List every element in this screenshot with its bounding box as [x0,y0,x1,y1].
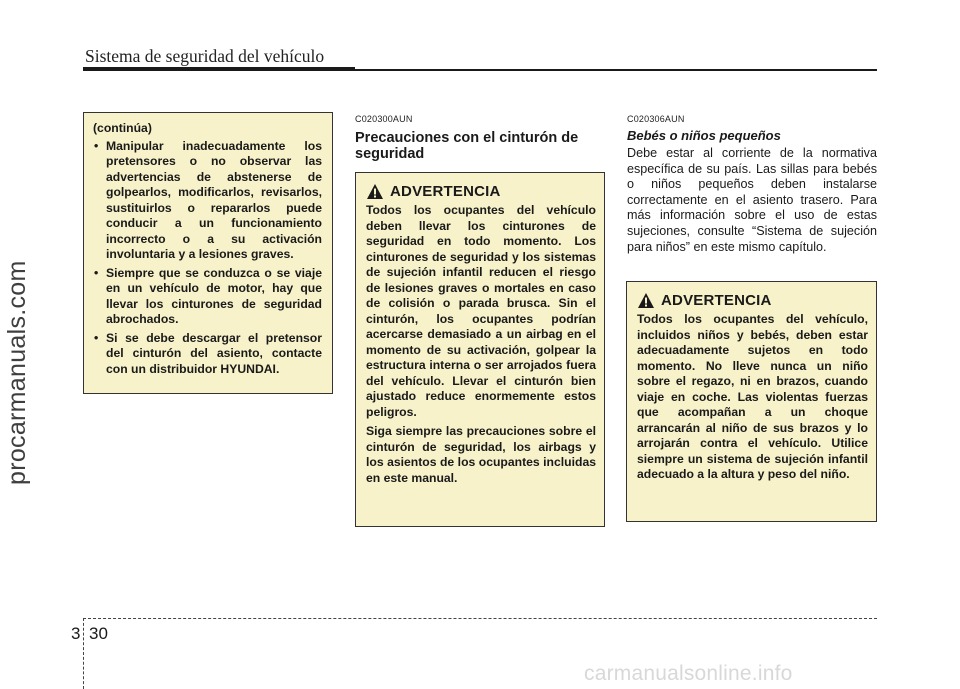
warning-triangle-icon [366,183,384,200]
body-paragraph: Debe estar al corriente de la normativa específica de su país. Las sillas para bebés o niños pequeños deben instalarse correctamente en el asiento trasero. Para más información sobre el uso de estas sujeciones, consulte “Sistema de sujeción para niños” en este mismo capítulo. [627,146,877,254]
continued-warning-box [83,112,333,394]
warning-paragraph: Todos los ocupantes del vehículo, incluidos niños y bebés, deben estar adecuadamente sujetos en todo momento. No lleve nunca un niño sobre el regazo, ni en brazos, cuando viaje en coche. Las violentas fuerzas que acompañan a un choque arrancarán al niño de sus brazos y lo arrojarán contra el vehículo. Utilice siempre un sistema de sujeción infantil adecuado a la altura y peso del niño. [637,312,868,481]
list-item: • Si se debe descargar el pretensor del cinturón del asiento, contacte con un distribuidor HYUNDAI. [93,331,322,378]
side-watermark[interactable]: procarmanuals.com [3,260,31,485]
warning-header [366,183,596,200]
warning-title: ADVERTENCIA [661,291,772,309]
footer-watermark[interactable]: carmanualsonline.info [584,662,793,685]
list-item: • Manipular inadecuadamente los pretensores o no observar las advertencias de abstenerse de golpearlos, modificarlos, revisarlos, sustituirlos o repararlos puede conducir a un funcionamiento incorrecto o a su activación involuntaria y a lesiones graves. [93,139,322,263]
warning-paragraph: Siga siempre las precauciones sobre el cinturón de seguridad, los airbags y los asientos de los ocupantes incluidas en este manual. [366,424,596,485]
warning-title: ADVERTENCIA [390,182,501,200]
list-item: • Siempre que se conduzca o se viaje en un vehículo de motor, hay que llevar los cinturones de seguridad abrochados. [93,266,322,328]
chapter-number: 3 [71,624,81,643]
section-title: Precauciones con el cinturón de seguridad [355,130,579,162]
warning-bullet-list [93,139,322,378]
warning-paragraph: Todos los ocupantes del vehículo deben llevar los cinturones de seguridad en todo momento. Los cinturones de seguridad y los sistemas de sujeción infantil reducen el riesgo de lesiones graves o mortales en caso de colisión o parada brusca. Sin el cinturón, los ocupantes podrían acercarse demasiado a un airbag en el momento de su activación, golpear la estructura interna o ser arrojados fuera del vehículo. Llevar el cinturón bien ajustado reduce enormemente estos peligros. [366,203,596,419]
footer-horizontal-rule [83,618,877,619]
seatbelt-warning-box [355,172,605,527]
page-header-title: Sistema de seguridad del vehículo [85,46,325,66]
continued-label: (continúa) [93,121,152,135]
warning-triangle-icon [637,292,655,309]
page-number: 30 [89,624,108,643]
subsection-title: Bebés o niños pequeños [627,128,781,143]
header-rule-thin [355,69,877,71]
section-code: C020306AUN [627,114,685,124]
footer-vertical-rule [83,618,84,689]
warning-header [637,292,868,309]
child-warning-box [626,281,877,522]
section-code: C020300AUN [355,114,413,124]
header-rule-thick [83,67,355,71]
